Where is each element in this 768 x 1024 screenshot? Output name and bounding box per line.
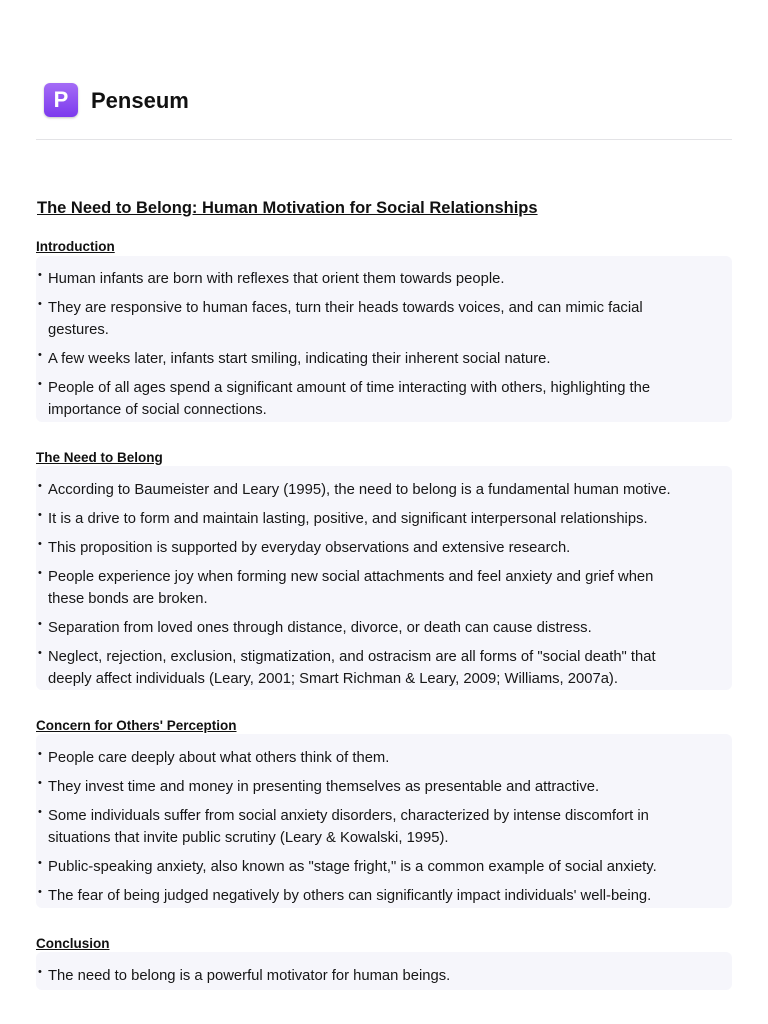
penseum-logo-icon[interactable]: P xyxy=(44,83,78,117)
list-item-text: Public-speaking anxiety, also known as "stage fright," is a common example of social anxiety. xyxy=(48,859,657,875)
bullet-icon: • xyxy=(38,748,42,760)
bullet-icon: • xyxy=(38,857,42,869)
list-item xyxy=(36,508,714,530)
list-item-text: According to Baumeister and Leary (1995), the need to belong is a fundamental human motive. xyxy=(48,482,671,498)
bullet-icon: • xyxy=(38,298,42,310)
list-item xyxy=(36,965,696,987)
list-item xyxy=(36,348,696,370)
list-item-text: People care deeply about what others think of them. xyxy=(48,750,390,766)
section-heading-conclusion: Conclusion xyxy=(36,936,110,951)
list-item-text: Neglect, rejection, exclusion, stigmatization, and ostracism are all forms of "social death" that deeply affect individuals (Leary, 2001; Smart Richman & Leary, 2009; Williams, 2007a). xyxy=(48,649,656,687)
bullet-icon: • xyxy=(38,618,42,630)
list-item-text: This proposition is supported by everyday observations and extensive research. xyxy=(48,540,571,556)
list-item xyxy=(36,776,696,798)
list-item xyxy=(36,268,696,290)
list-item-text: Some individuals suffer from social anxiety disorders, characterized by intense discomfort in situations that invite public scrutiny (Leary & Kowalski, 1995). xyxy=(48,808,649,846)
list-item xyxy=(36,566,714,610)
list-item xyxy=(36,479,714,501)
list-item xyxy=(36,617,714,639)
list-item-text: People of all ages spend a significant amount of time interacting with others, highlighting the importance of social connections. xyxy=(48,380,651,418)
list-item xyxy=(36,885,696,907)
list-item-text: They are responsive to human faces, turn their heads towards voices, and can mimic facial gestures. xyxy=(48,300,643,338)
bullet-icon: • xyxy=(38,806,42,818)
list-item-text: People experience joy when forming new social attachments and feel anxiety and grief when these bonds are broken. xyxy=(48,569,654,607)
list-item-text: The need to belong is a powerful motivator for human beings. xyxy=(48,968,451,984)
section-heading-introduction: Introduction xyxy=(36,239,115,254)
bullet-icon: • xyxy=(38,966,42,978)
section-heading-concern-for-others: Concern for Others' Perception xyxy=(36,718,237,733)
section-heading-need-to-belong: The Need to Belong xyxy=(36,450,163,465)
list-item xyxy=(36,856,696,878)
header xyxy=(36,80,732,140)
list-item xyxy=(36,646,714,690)
list-item-text: Separation from loved ones through distance, divorce, or death can cause distress. xyxy=(48,620,592,636)
list-item xyxy=(36,377,696,421)
list-item-text: A few weeks later, infants start smiling, indicating their inherent social nature. xyxy=(48,351,551,367)
list-item-text: Human infants are born with reflexes that orient them towards people. xyxy=(48,271,505,287)
document-title: The Need to Belong: Human Motivation for Social Relationships xyxy=(37,199,538,217)
brand-name[interactable]: Penseum xyxy=(91,88,189,113)
bullet-icon: • xyxy=(38,777,42,789)
bullet-icon: • xyxy=(38,480,42,492)
list-item-text: The fear of being judged negatively by others can significantly impact individuals' well-being. xyxy=(48,888,652,904)
list-item xyxy=(36,297,696,341)
bullet-icon: • xyxy=(38,886,42,898)
bullet-icon: • xyxy=(38,269,42,281)
list-item-text: They invest time and money in presenting themselves as presentable and attractive. xyxy=(48,779,600,795)
section-need-to-belong xyxy=(36,466,732,690)
section-introduction xyxy=(36,256,732,422)
list-item-text: It is a drive to form and maintain lasting, positive, and significant interpersonal relationships. xyxy=(48,511,648,527)
list-item xyxy=(36,537,714,559)
list-item xyxy=(36,805,696,849)
section-concern-for-others xyxy=(36,734,732,908)
bullet-icon: • xyxy=(38,349,42,361)
list-item xyxy=(36,747,696,769)
section-conclusion xyxy=(36,952,732,990)
bullet-icon: • xyxy=(38,647,42,659)
bullet-icon: • xyxy=(38,567,42,579)
bullet-icon: • xyxy=(38,538,42,550)
bullet-icon: • xyxy=(38,378,42,390)
bullet-icon: • xyxy=(38,509,42,521)
